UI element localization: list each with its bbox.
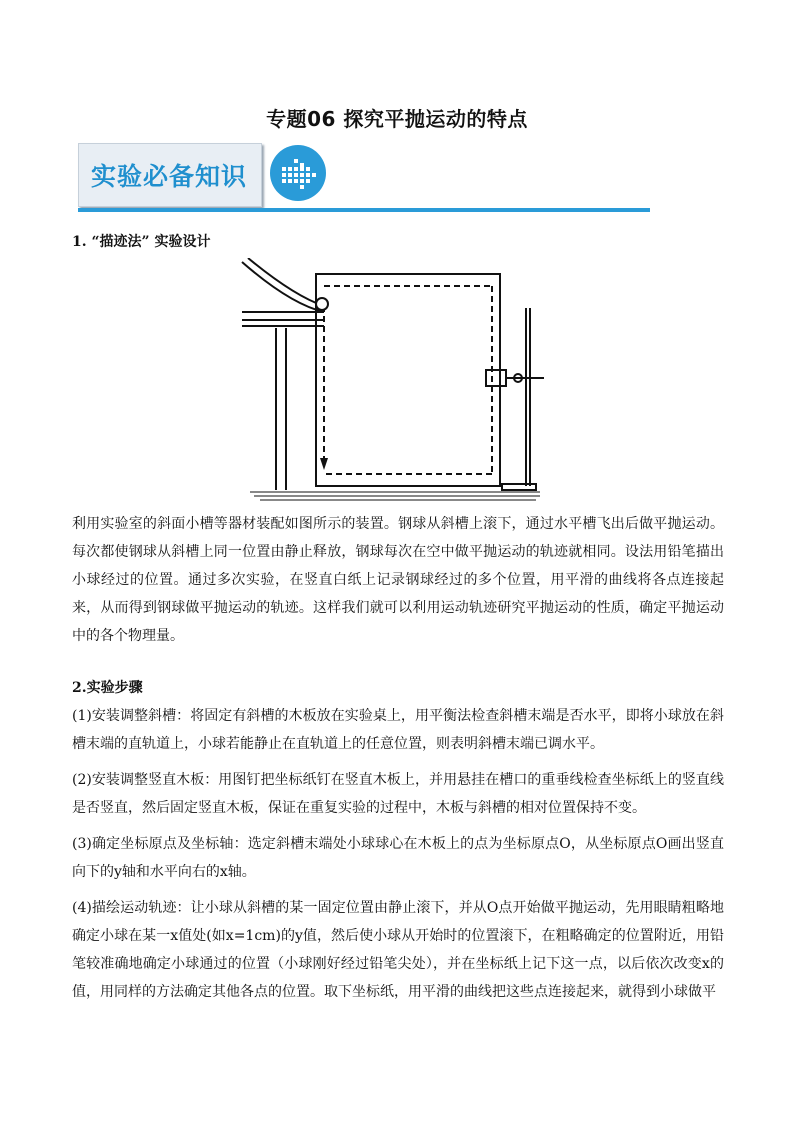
step-2: (2)安装调整竖直木板：用图钉把坐标纸钉在竖直木板上，并用悬挂在槽口的重垂线检查坐标纸上的竖直线是否竖直，然后固定竖直木板，保证在重复实验的过程中，木板与斜槽的相对位置保持不变。 [72,772,724,816]
grid-arrow-icon [270,145,326,201]
section1-paragraph: 利用实验室的斜面小槽等器材装配如图所示的装置。钢球从斜槽上滚下，通过水平槽飞出后做平抛运动。每次都使钢球从斜槽上同一位置由静止释放，钢球每次在空中做平抛运动的轨迹就相同。设法用铅笔描出小球经过的位置。通过多次实验，在竖直白纸上记录钢球经过的多个位置，用平滑的曲线将各点连接起来，从而得到钢球做平抛运动的轨迹。这样我们就可以利用运动轨迹研究平抛运动的性质，确定平抛运动中的各个物理量。 [72,516,724,644]
section2-heading: 2.实验步骤 [72,680,143,696]
section-banner [78,143,650,215]
experiment-apparatus-diagram [240,258,550,502]
step-4: (4)描绘运动轨迹：让小球从斜槽的某一固定位置由静止滚下，并从O点开始做平抛运动，先用眼睛粗略地确定小球在某一x值处(如x=1cm)的y值，然后使小球从开始时的位置滚下，在粗略确定的位置附近，用铅笔较准确地确定小球通过的位置（小球刚好经过铅笔尖处），并在坐标纸上记下这一点，以后依次改变x的值，用同样的方法确定其他各点的位置。取下坐标纸，用平滑的曲线把这些点连接起来，就得到小球做平 [72,900,724,1000]
section1-heading: 1. “描迹法” 实验设计 [72,234,211,250]
banner-underline [78,208,650,212]
step-1: (1)安装调整斜槽：将固定有斜槽的木板放在实验桌上，用平衡法检查斜槽末端是否水平，即将小球放在斜槽末端的直轨道上，小球若能静止在直轨道上的任意位置，则表明斜槽末端已调水平。 [72,708,724,752]
step-3: (3)确定坐标原点及坐标轴：选定斜槽末端处小球球心在木板上的点为坐标原点O，从坐标原点O画出竖直向下的y轴和水平向右的x轴。 [72,836,724,880]
banner-label-box [78,143,262,207]
experiment-apparatus-figure [240,258,550,502]
page-title: 专题06 探究平抛运动的特点 [266,107,528,131]
banner-label: 实验必备知识 [91,162,248,191]
